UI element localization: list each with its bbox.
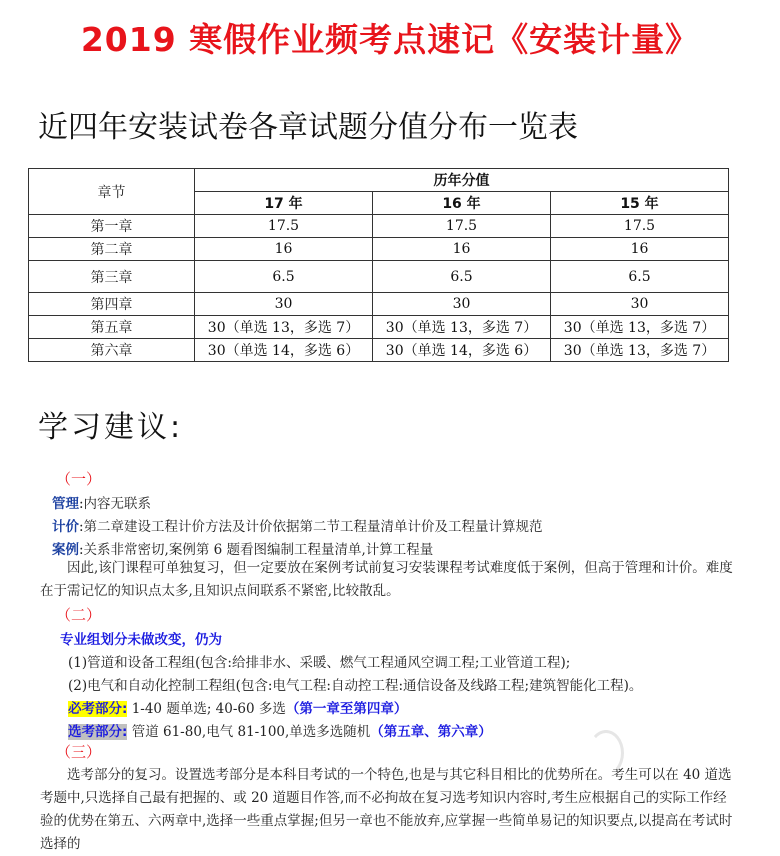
score-cell: 30（单选 13，多选 7） — [195, 316, 373, 339]
pricing-line — [52, 515, 543, 535]
optional-part-range: （第五章、第六章） — [370, 724, 492, 740]
year-header-15: 15 年 — [551, 192, 729, 215]
score-cell: 6.5 — [373, 261, 551, 293]
section-3-title: （三） — [56, 743, 102, 761]
table-heading: 近四年安装试卷各章试题分值分布一览表 — [38, 110, 578, 145]
table-row — [29, 316, 729, 339]
group-2-line: (2)电气和自动化控制工程组(包含:电气工程:自动控工程:通信设备及线路工程;建筑智能化工程)。 — [68, 678, 643, 694]
management-line — [52, 492, 151, 512]
management-label: 管理 — [52, 496, 79, 512]
section-1-paragraph: 因此,该门课程可单独复习，但一定要放在案例考试前复习安装课程考试难度低于案例，但高于管理和计价。难度在于需记忆的知识点太多,且知识点间联系不紧密,比较散乱。 — [40, 560, 733, 599]
required-part-label: 必考部分: — [68, 701, 128, 717]
table-row — [29, 293, 729, 316]
score-cell: 30 — [195, 293, 373, 316]
optional-part-label: 选考部分: — [68, 724, 128, 740]
score-cell: 17.5 — [551, 215, 729, 238]
case-line — [52, 538, 433, 558]
case-label: 案例 — [52, 542, 79, 558]
chapter-cell: 第五章 — [29, 316, 195, 339]
score-cell: 30（单选 13，多选 7） — [551, 316, 729, 339]
pricing-label: 计价 — [52, 519, 79, 535]
score-cell: 16 — [195, 238, 373, 261]
chapter-column-header: 章节 — [29, 169, 195, 215]
watermark-mark — [588, 730, 624, 776]
required-part-text: 1-40 题单选; 40-60 多选 — [127, 701, 286, 717]
score-cell: 17.5 — [373, 215, 551, 238]
case-text: :关系非常密切,案例第 6 题看图编制工程量清单,计算工程量 — [79, 542, 434, 558]
score-cell: 30（单选 14，多选 6） — [195, 339, 373, 362]
optional-part-text: 管道 61-80,电气 81-100,单选多选随机 — [127, 724, 371, 740]
pricing-text: :第二章建设工程计价方法及计价依据第二节工程量清单计价及工程量计算规范 — [79, 519, 543, 535]
year-header-16: 16 年 — [373, 192, 551, 215]
table-row — [29, 339, 729, 362]
score-cell: 16 — [551, 238, 729, 261]
group-1-line: (1)管道和设备工程组(包含:给排非水、采暖、燃气工程通风空调工程;工业管道工程); — [68, 655, 571, 671]
banner-title: 2019 寒假作业频考点速记《安装计量》 — [80, 20, 700, 59]
chapter-cell: 第三章 — [29, 261, 195, 293]
optional-part-line — [68, 720, 492, 740]
chapter-cell: 第四章 — [29, 293, 195, 316]
score-cell: 30（单选 14，多选 6） — [373, 339, 551, 362]
score-cell: 30（单选 13，多选 7） — [373, 316, 551, 339]
required-part-line — [68, 697, 407, 717]
score-cell: 30 — [373, 293, 551, 316]
chapter-cell: 第一章 — [29, 215, 195, 238]
year-header-17: 17 年 — [195, 192, 373, 215]
score-cell: 16 — [373, 238, 551, 261]
section-2-title: （二） — [56, 606, 102, 624]
section-3-paragraph: 选考部分的复习。设置选考部分是本科目考试的一个特色,也是与其它科目相比的优势所在。考生可以在 40 道选考题中,只选择自己最有把握的、或 20 道题目作答,而不必拘故在复习选考知识内容时,考生应根据自己的实际工作经验的优势在第五、六两章中,选择一些重点掌握;但另一章也不能放弃,应掌握一些简单易记的知识要点,以提高在考试时选择的 — [40, 767, 733, 852]
study-advice-heading: 学习建议: — [38, 410, 184, 445]
year-score-group-header: 历年分值 — [195, 169, 729, 192]
score-cell: 30 — [551, 293, 729, 316]
score-cell: 17.5 — [195, 215, 373, 238]
score-cell: 6.5 — [551, 261, 729, 293]
required-part-range: （第一章至第四章） — [285, 701, 408, 717]
score-cell: 30（单选 13，多选 7） — [551, 339, 729, 362]
section-1-title: （一） — [56, 470, 102, 488]
table-row — [29, 215, 729, 238]
score-distribution-table — [28, 168, 729, 362]
table-row — [29, 238, 729, 261]
score-cell: 6.5 — [195, 261, 373, 293]
specialty-note — [60, 628, 222, 648]
table-row — [29, 261, 729, 293]
specialty-note-text: 专业组划分未做改变，仍为 — [60, 632, 222, 648]
chapter-cell: 第二章 — [29, 238, 195, 261]
management-text: :内容无联系 — [79, 496, 152, 512]
chapter-cell: 第六章 — [29, 339, 195, 362]
